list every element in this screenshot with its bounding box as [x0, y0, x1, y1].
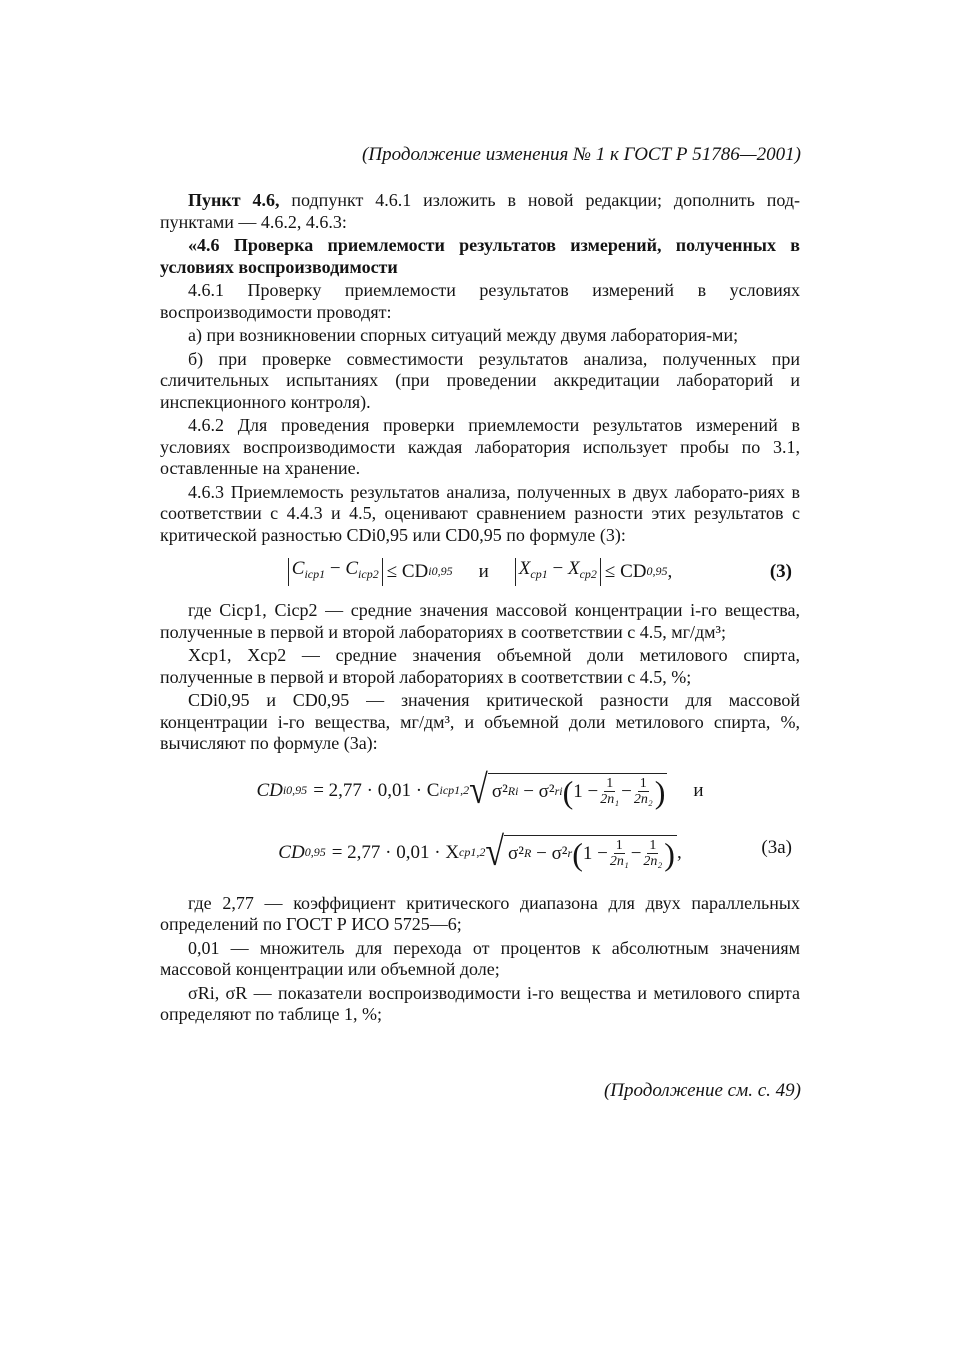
paragraph-where-c: где Cicp1, Cicp2 — средние значения массовой концентрации i-го вещества, полученные в первой и второй лабораториях в соответствии с 4.5, мг/дм³; — [160, 600, 800, 642]
sqrt-expression: √ σ² Ri − σ² ri ( 1 − $\frac{1}{\text{2n₁}}$ − $\frac{1}{\text{2n₂}}$ ) — [469, 767, 666, 813]
page-header: (Продолжение изменения № 1 к ГОСТ Р 51786—2001) — [362, 144, 801, 165]
formula-number-3a: (3а) — [761, 836, 792, 858]
paragraph-coef-277: где 2,77 — коэффициент критического диапазона для двух параллельных определений по ГОСТ Р ИСО 5725—6; — [160, 892, 800, 934]
paragraph-where-cd: CDi0,95 и CD0,95 — значения критической разности для массовой концентрации i-го вещества, мг/дм³, и объемной доли метилового спирта, %, вычисляют по формуле (3а): — [160, 690, 800, 753]
paragraph-sigma: σRi, σR — показатели воспроизводимости i-го вещества и метилового спирта определяют по таблице 1, %; — [160, 982, 800, 1024]
paragraph-4-6-3: 4.6.3 Приемлемость результатов анализа, полученных в двух лаборато-риях в соответствии с 4.4.3 и 4.5, оценивают сравнением разности этих результатов с критической разностью CDi0,95 или CD0,95 по формуле (3): — [160, 481, 800, 545]
conjunction: и — [478, 561, 489, 583]
paragraph-4-6-2: 4.6.2 Для проведения проверки приемлемости результатов измерений в условиях воспроизводимости каждая лаборатория использует пробы по 3.1, оставленные на хранение. — [160, 415, 800, 478]
formula-3a-line2: CD 0,95 = 2,77 · 0,01 · X cp1,2 √ σ² R − σ² r ( 1 − $\frac{1}{\text{2n₁}}$ − $\frac{1}{\text{2n₂}}$ ) , (3а) — [278, 829, 792, 875]
paragraph-coef-001: 0,01 — множитель для перехода от процентов к абсолютным значениям массовой концентрации или объемной доле; — [160, 937, 800, 979]
list-item-b: б) при проверке совместимости результатов анализа, полученных при сличительных испытаниях (при проведении аккредитации лабораторий и инспекционного контроля). — [160, 348, 800, 412]
clause-ref: Пункт 4.6, — [188, 190, 280, 210]
sqrt-expression: √ σ² R − σ² r ( 1 − $\frac{1}{\text{2n₁}}$ − $\frac{1}{\text{2n₂}}$ ) — [485, 829, 675, 875]
section-heading: «4.6 Проверка приемлемости результатов измерений, полученных в условиях воспроизводимости — [160, 235, 800, 277]
formula-3a-line1: CD i0,95 = 2,77 · 0,01 · C icp1,2 √ σ² Ri − σ² ri ( 1 − $\frac{1}{\text{2n₁}}$ − $\frac{1}{\text{2n₂}}$ ) и — [256, 767, 704, 813]
paragraph-where-x: Xcp1, Xcp2 — средние значения объемной доли метилового спирта, полученные в первой и второй лабораториях в соответствии с 4.5, %; — [160, 645, 800, 687]
paragraph-4-6-1: 4.6.1 Проверку приемлемости результатов измерений в условиях воспроизводимости проводят: — [160, 280, 800, 322]
document-body — [160, 190, 800, 1028]
abs-difference-c: $C_{icp1} - C_{icp2}$ — [288, 558, 383, 586]
formula-number-3: (3) — [769, 561, 792, 582]
formula-3: $C_{icp1} - C_{icp2}$ ≤ CD i0,95 и $X_{cp1} - X_{cp2}$ ≤ CD 0,95 , (3) — [160, 550, 800, 594]
list-item-a: а) при возникновении спорных ситуаций между двумя лаборатория-ми; — [188, 325, 739, 345]
instruction-text: подпункт 4.6.1 изложить в новой редакции; дополнить под-пунктами — 4.6.2, 4.6.3: — [160, 190, 800, 232]
conjunction: и — [693, 779, 704, 801]
paragraph-instruction — [160, 190, 800, 233]
page-footer: (Продолжение см. с. 49) — [603, 1080, 801, 1101]
abs-difference-x: $X_{cp1} - X_{cp2}$ — [515, 558, 601, 586]
